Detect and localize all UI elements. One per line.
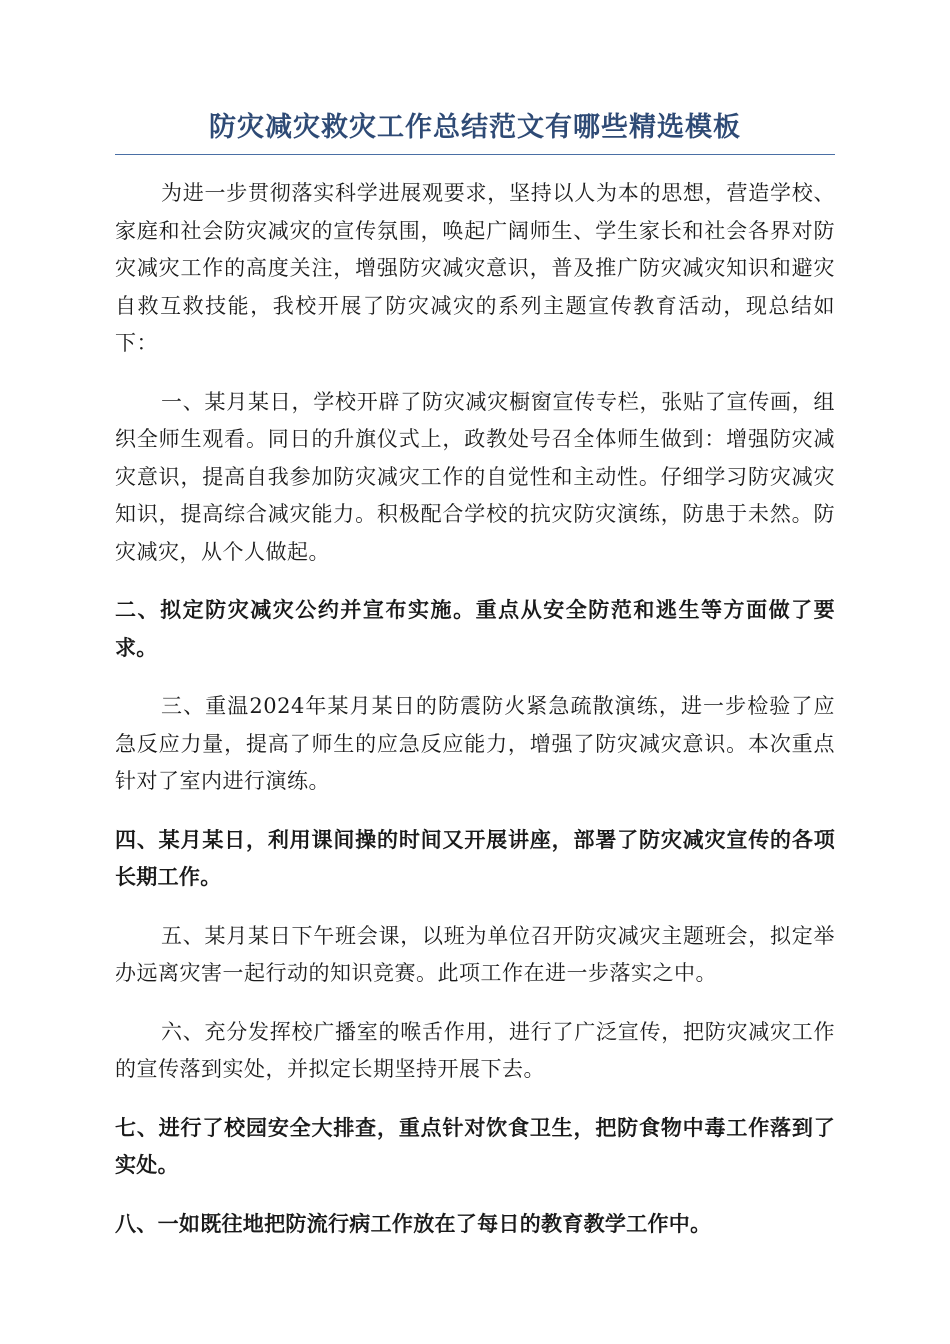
- section-8-paragraph: 八、一如既往地把防流行病工作放在了每日的教育教学工作中。: [115, 1211, 712, 1236]
- intro-paragraph: 为进一步贯彻落实科学进展观要求，坚持以人为本的思想，营造学校、家庭和社会防灾减灾的宣传氛围，唤起广阔师生、学生家长和社会各界对防灾减灾工作的高度关注，增强防灾减灾意识，普及推广防灾减灾知识和避灾自救互救技能，我校开展了防灾减灾的系列主题宣传教育活动，现总结如下：: [115, 181, 835, 355]
- document-page: [115, 108, 835, 1264]
- document-title: 防灾减灾救灾工作总结范文有哪些精选模板: [115, 108, 835, 155]
- section-2-paragraph: 二、拟定防灾减灾公约并宣布实施。重点从安全防范和逃生等方面做了要求。: [115, 598, 835, 660]
- section-7-paragraph: 七、进行了校园安全大排查，重点针对饮食卫生，把防食物中毒工作落到了实处。: [115, 1115, 835, 1177]
- section-6-paragraph: 六、充分发挥校广播室的喉舌作用，进行了广泛宣传，把防灾减灾工作的宣传落到实处，并拟定长期坚持开展下去。: [115, 1019, 835, 1081]
- section-4-paragraph: 四、某月某日，利用课间操的时间又开展讲座，部署了防灾减灾宣传的各项长期工作。: [115, 827, 835, 889]
- section-1-paragraph: 一、某月某日，学校开辟了防灾减灾橱窗宣传专栏，张贴了宣传画，组织全师生观看。同日的升旗仪式上，政教处号召全体师生做到：增强防灾减灾意识，提高自我参加防灾减灾工作的自觉性和主动性。仔细学习防灾减灾知识，提高综合减灾能力。积极配合学校的抗灾防灾演练，防患于未然。防灾减灾，从个人做起。: [115, 389, 835, 564]
- section-5-paragraph: 五、某月某日下午班会课，以班为单位召开防灾减灾主题班会，拟定举办远离灾害一起行动的知识竞赛。此项工作在进一步落实之中。: [115, 923, 835, 985]
- section-3-paragraph: 三、重温2024年某月某日的防震防火紧急疏散演练，进一步检验了应急反应力量，提高了师生的应急反应能力，增强了防灾减灾意识。本次重点针对了室内进行演练。: [115, 694, 835, 793]
